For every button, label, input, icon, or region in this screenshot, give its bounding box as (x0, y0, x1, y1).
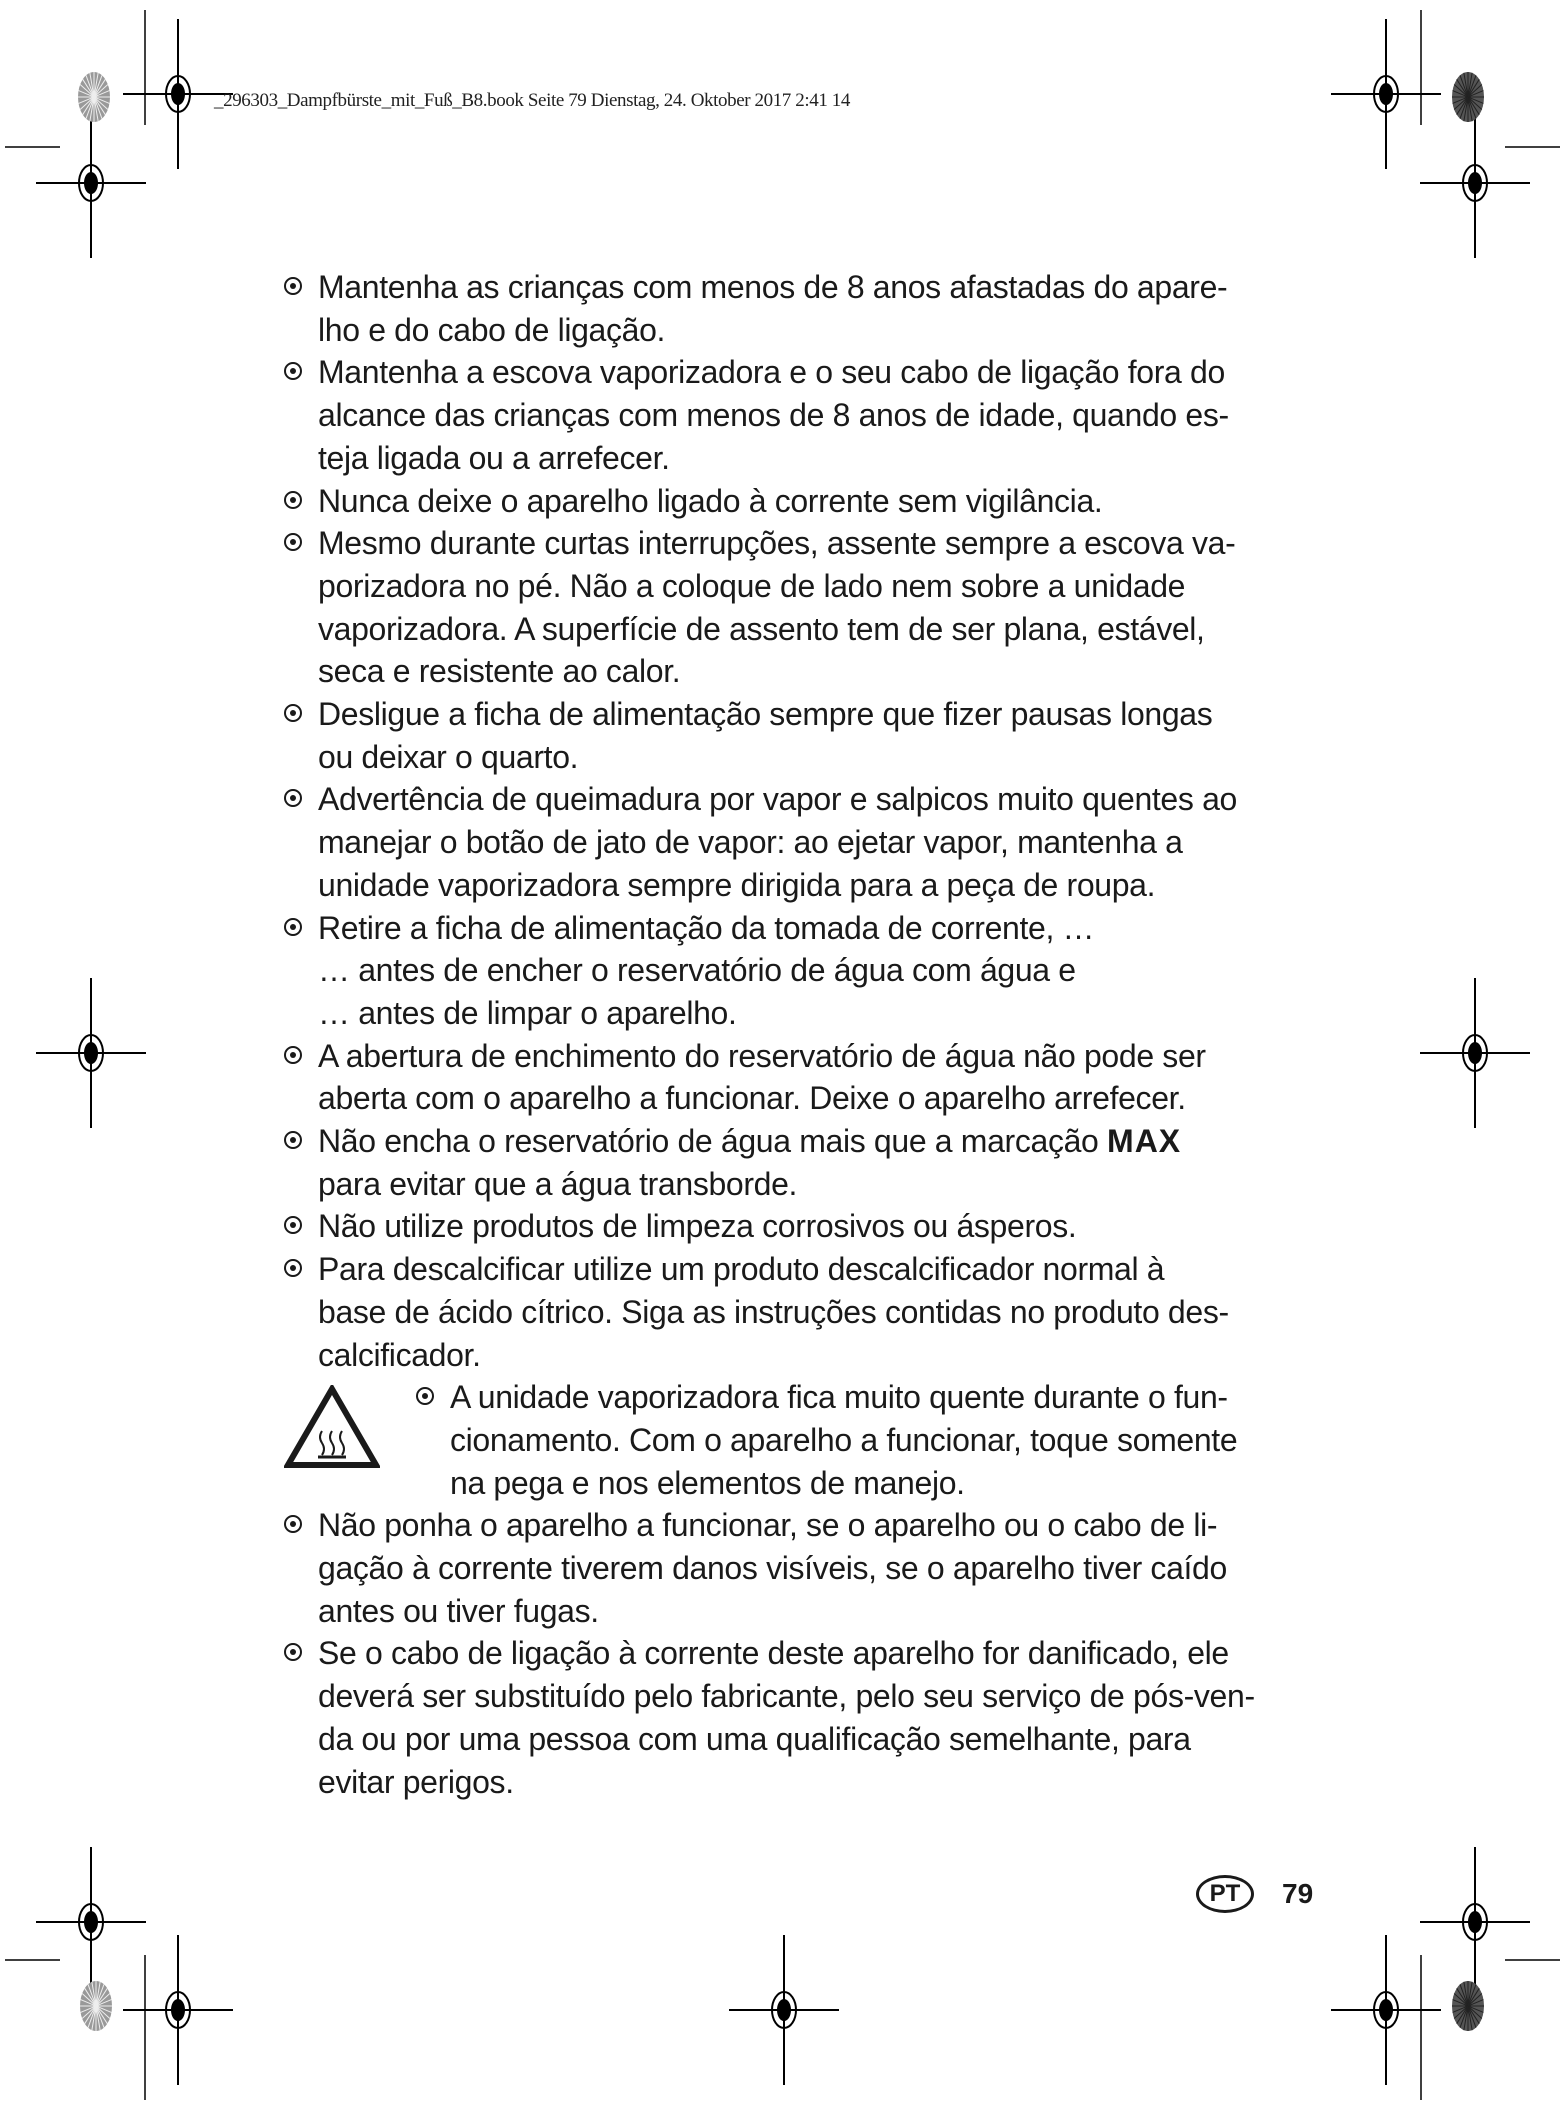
bullet-icon (284, 491, 302, 509)
crosshair-mark-icon (36, 978, 146, 1128)
bullet-icon (284, 1046, 302, 1064)
line-text: Não ponha o aparelho a funcionar, se o aparelho ou o cabo de li- (318, 1507, 1218, 1544)
color-target-icon (1452, 72, 1484, 122)
list-item-start (318, 1036, 1206, 1076)
line-text: base de ácido cítrico. Siga as instruções contidas no produto des- (318, 1293, 1229, 1330)
list-item-start (318, 1633, 1229, 1673)
list-item-continuation (318, 822, 1183, 862)
list-item-start (318, 1505, 1217, 1545)
list-item-continuation (318, 1762, 514, 1802)
list-item-continuation (318, 993, 737, 1033)
list-item-continuation (450, 1420, 1237, 1460)
list-item-continuation (318, 566, 1185, 606)
line-text: A abertura de enchimento do reservatório de água não pode ser (318, 1037, 1206, 1074)
bullet-icon (284, 1259, 302, 1277)
crosshair-mark-icon (1420, 1847, 1530, 1997)
list-item-start (318, 1206, 1076, 1246)
line-text: Para descalcificar utilize um produto descalcificador normal à (318, 1251, 1165, 1288)
line-text: evitar perigos. (318, 1763, 514, 1800)
line-text: seca e resistente ao calor. (318, 653, 681, 690)
line-text: vaporizadora. A superfície de assento tem de ser plana, estável, (318, 610, 1205, 647)
book-info-header: _296303_Dampfbürste_mit_Fuß_B8.book Seite 79 Dienstag, 24. Oktober 2017 2:41 14 (214, 90, 850, 111)
page-number: 79 (1282, 1878, 1314, 1909)
list-item-continuation (318, 737, 578, 777)
crosshair-mark-icon (36, 108, 146, 258)
line-text: na pega e nos elementos de manejo. (450, 1464, 965, 1501)
line-text: lho e do cabo de ligação. (318, 311, 666, 348)
line-text: Mantenha a escova vaporizadora e o seu cabo de ligação fora do (318, 354, 1225, 391)
bullet-icon (284, 918, 302, 936)
line-text: … antes de limpar o aparelho. (318, 994, 737, 1031)
list-item-start (318, 908, 1094, 948)
line-text: Não utilize produtos de limpeza corrosivos ou ásperos. (318, 1208, 1077, 1245)
line-text: manejar o botão de jato de vapor: ao ejetar vapor, mantenha a (318, 824, 1183, 861)
list-item-start (318, 352, 1225, 392)
crosshair-mark-icon (729, 1935, 839, 2085)
list-item-start (318, 481, 1102, 521)
language-badge: PT (1196, 1875, 1254, 1913)
crosshair-mark-icon (36, 1847, 146, 1997)
list-item-start (318, 1121, 1181, 1161)
line-text: teja ligada ou a arrefecer. (318, 439, 670, 476)
line-text: Desligue a ficha de alimentação sempre que fizer pausas longas (318, 696, 1213, 732)
list-item-start (318, 779, 1237, 819)
line-text: Nunca deixe o aparelho ligado à corrente sem vigilância. (318, 482, 1103, 519)
line-text: deverá ser substituído pelo fabricante, pelo seu serviço de pós-ven- (318, 1678, 1255, 1715)
list-item-start (318, 694, 1212, 734)
line-text: para evitar que a água transborde. (318, 1165, 798, 1202)
line-text: … antes de encher o reservatório de água com água e (318, 952, 1076, 989)
hot-surface-warning-icon (284, 1385, 380, 1476)
list-item-continuation (318, 1591, 599, 1631)
line-text: Mesmo durante curtas interrupções, assente sempre a escova va- (318, 525, 1236, 562)
line-text: unidade vaporizadora sempre dirigida para a peça de roupa. (318, 866, 1156, 903)
line-text: Não encha o reservatório de água mais que a marcação (318, 1123, 1108, 1159)
line-text: alcance das crianças com menos de 8 anos de idade, quando es- (318, 397, 1229, 434)
line-text: aberta com o aparelho a funcionar. Deixe o aparelho arrefecer. (318, 1080, 1186, 1117)
line-text: ou deixar o quarto. (318, 738, 579, 775)
max-marking-label: MAX (1107, 1123, 1182, 1159)
list-item-start (450, 1377, 1228, 1417)
crosshair-mark-icon (1331, 1935, 1441, 2085)
list-item-continuation (318, 865, 1155, 905)
list-item-continuation (318, 1548, 1227, 1588)
line-text: Retire a ficha de alimentação da tomada de corrente, … (318, 909, 1095, 946)
line-text: antes ou tiver fugas. (318, 1592, 599, 1629)
line-text: da ou por uma pessoa com uma qualificação semelhante, para (318, 1720, 1191, 1757)
crosshair-mark-icon (1420, 108, 1530, 258)
bullet-icon (284, 704, 302, 722)
list-item-continuation (318, 651, 680, 691)
line-text: Mantenha as crianças com menos de 8 anos afastadas do apare- (318, 269, 1228, 305)
line-text: Se o cabo de ligação à corrente deste aparelho for danificado, ele (318, 1635, 1229, 1672)
list-item-continuation (318, 1676, 1255, 1716)
bullet-icon (284, 277, 302, 295)
list-item-continuation (318, 950, 1076, 990)
list-item-continuation (318, 1335, 481, 1375)
list-item-continuation (318, 1292, 1229, 1332)
line-text: Advertência de queimadura por vapor e salpicos muito quentes ao (318, 781, 1237, 818)
list-item-continuation (318, 438, 670, 478)
list-item-continuation (450, 1463, 965, 1503)
list-item-continuation (318, 1078, 1186, 1118)
line-text: porizadora no pé. Não a coloque de lado nem sobre a unidade (318, 567, 1186, 604)
crosshair-mark-icon (1331, 19, 1441, 169)
line-text: A unidade vaporizadora fica muito quente durante o fun- (450, 1379, 1228, 1416)
list-item-continuation (318, 310, 665, 350)
list-item-start (318, 1249, 1164, 1289)
bullet-icon (284, 1131, 302, 1149)
list-item-continuation (318, 609, 1205, 649)
color-target-icon (80, 1981, 112, 2031)
list-item-start (318, 523, 1235, 563)
color-target-icon (1452, 1981, 1484, 2031)
list-item-continuation (318, 1719, 1191, 1759)
line-text: gação à corrente tiverem danos visíveis, se o aparelho tiver caído (318, 1550, 1227, 1586)
list-item-start (318, 267, 1227, 307)
crosshair-mark-icon (1420, 978, 1530, 1128)
color-target-icon (78, 72, 110, 122)
page-footer (1196, 1875, 1313, 1913)
line-text: calcificador. (318, 1336, 481, 1373)
list-item-continuation (318, 1164, 797, 1204)
line-text: cionamento. Com o aparelho a funcionar, toque somente (450, 1421, 1238, 1458)
crosshair-mark-icon (123, 1935, 233, 2085)
list-item-continuation (318, 395, 1229, 435)
